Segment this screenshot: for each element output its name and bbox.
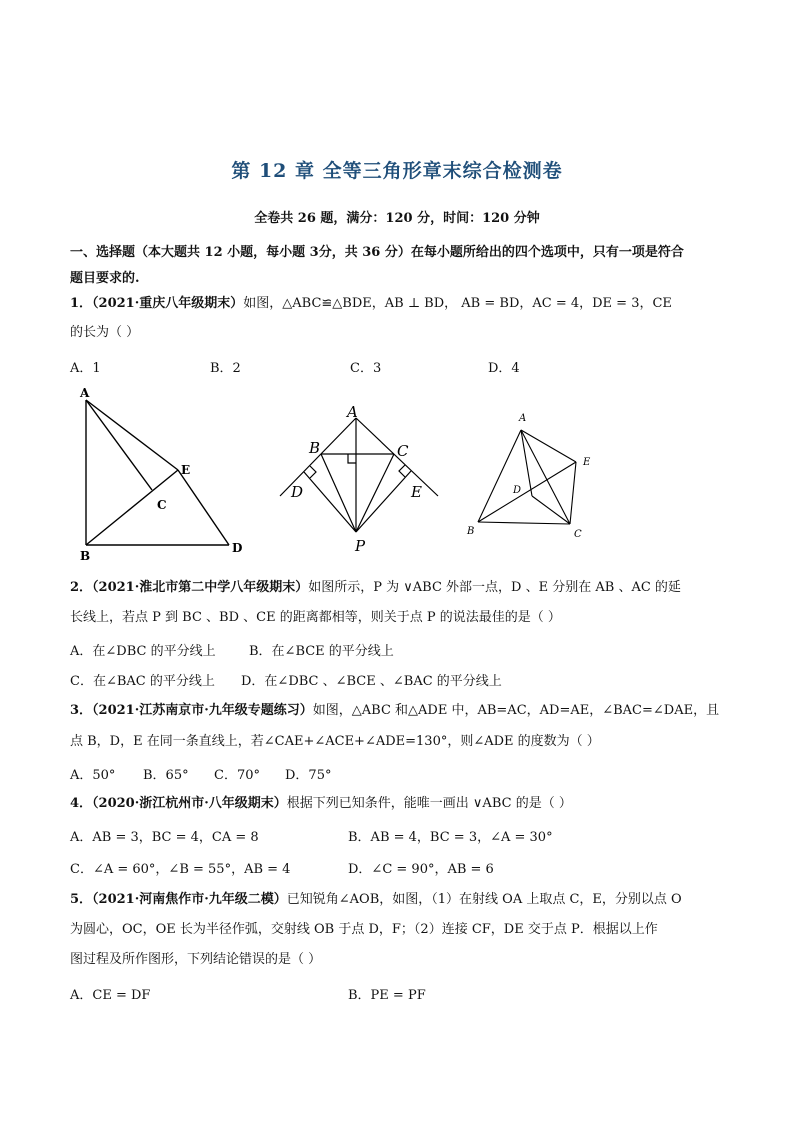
q1-option-b[interactable]: B．2	[210, 361, 241, 376]
question-stem: 如图，△ABC 和△ADE 中，AB=AC，AD=AE，∠BAC=∠DAE，且	[312, 703, 720, 718]
fig2-label-c: C	[397, 442, 409, 460]
question-source: （2021·江苏南京市·九年级专题练习）	[92, 703, 313, 718]
question-5-line2: 为圆心，OC，OE 长为半径作弧，交射线 OB 于点 D，F；（2）连接 CF，DE 交于点 P．根据以上作	[70, 922, 658, 937]
fig3-label-a: A	[519, 413, 527, 424]
fig2-label-a: A	[347, 403, 358, 421]
question-5-line3: 图过程及所作图形，下列结论错误的是（ ）	[70, 952, 322, 967]
q5-option-a[interactable]: A．CE = DF	[70, 988, 151, 1003]
question-5-line1	[70, 891, 682, 909]
question-2-line1	[70, 579, 681, 597]
fig2-label-b: B	[309, 439, 321, 457]
fig3-label-e: E	[583, 457, 591, 468]
fig3-label-b: B	[467, 526, 475, 537]
question-number: 1．	[70, 296, 93, 311]
q2-option-b[interactable]: B．在∠BCE 的平分线上	[249, 644, 394, 659]
q2-option-d[interactable]: D．在∠DBC 、∠BCE 、∠BAC 的平分线上	[241, 674, 502, 689]
question-stem: 如图所示，P 为 ∨ABC 外部一点，D 、E 分别在 AB 、AC 的延	[308, 580, 681, 595]
q4-option-d[interactable]: D．∠C = 90°，AB = 6	[348, 862, 494, 877]
q1-option-d[interactable]: D．4	[488, 361, 520, 376]
exam-info: 全卷共 26 题，满分：120 分，时间：120 分钟	[254, 211, 540, 226]
q1-option-c[interactable]: C．3	[350, 361, 382, 376]
question-2-line2: 长线上，若点 P 到 BC 、BD 、CE 的距离都相等，则关于点 P 的说法最佳的是（ ）	[70, 610, 561, 625]
question-number: 2．	[70, 580, 93, 595]
section-heading-line2: 题目要求的.	[70, 271, 140, 286]
question-stem: 已知锐角∠AOB，如图，（1）在射线 OA 上取点 C，E，分别以点 O	[286, 892, 682, 907]
fig1-label-a: A	[80, 386, 90, 400]
question-number: 3．	[70, 703, 93, 718]
q3-option-d[interactable]: D．75°	[285, 768, 332, 783]
question-1-line2: 的长为（ ）	[70, 325, 140, 340]
question-source: （2021·河南焦作市·九年级二模）	[92, 892, 287, 907]
q4-option-a[interactable]: A．AB = 3，BC = 4，CA = 8	[70, 830, 259, 845]
section-heading-line1: 一、选择题（本大题共 12 小题，每小题 3分，共 36 分）在每小题所给出的四个选项中，只有一项是符合	[70, 245, 684, 260]
q2-option-c[interactable]: C．在∠BAC 的平分线上	[70, 674, 215, 689]
q4-option-c[interactable]: C．∠A = 60°，∠B = 55°，AB = 4	[70, 862, 291, 877]
page-title: 第 12 章 全等三角形章末综合检测卷	[231, 160, 563, 182]
question-stem: 如图，△ABC≌△BDE，AB ⊥ BD， AB = BD，AC = 4，DE = 3，CE	[243, 296, 672, 311]
fig2-label-d: D	[291, 483, 304, 501]
q3-option-a[interactable]: A．50°	[70, 768, 116, 783]
q3-option-b[interactable]: B．65°	[143, 768, 189, 783]
q4-option-b[interactable]: B．AB = 4，BC = 3，∠A = 30°	[348, 830, 553, 845]
question-3-line2: 点 B，D，E 在同一条直线上，若∠CAE+∠ACE+∠ADE=130°，则∠ADE 的度数为（ ）	[70, 734, 600, 749]
question-number: 5．	[70, 892, 93, 907]
question-number: 4．	[70, 796, 93, 811]
q2-option-a[interactable]: A．在∠DBC 的平分线上	[70, 644, 216, 659]
fig3-label-d: D	[513, 485, 522, 496]
fig2-label-e: E	[411, 483, 422, 501]
q3-option-c[interactable]: C．70°	[214, 768, 260, 783]
fig3-label-c: C	[574, 529, 582, 540]
question-3-line1	[70, 702, 719, 720]
question-source: （2021·淮北市第二中学八年级期末）	[92, 580, 309, 595]
q5-option-b[interactable]: B．PE = PF	[348, 988, 426, 1003]
question-source: （2020·浙江杭州市·八年级期末）	[92, 796, 287, 811]
fig1-label-c: C	[157, 498, 167, 512]
fig1-label-e: E	[181, 463, 191, 477]
fig1-label-d: D	[232, 541, 243, 555]
question-stem: 根据下列已知条件，能唯一画出 ∨ABC 的是（ ）	[286, 796, 572, 811]
q1-option-a[interactable]: A．1	[70, 361, 101, 376]
fig2-label-p: P	[355, 537, 366, 555]
question-source: （2021·重庆八年级期末）	[92, 296, 244, 311]
fig1-label-b: B	[80, 549, 91, 563]
question-4-line1	[70, 795, 572, 813]
